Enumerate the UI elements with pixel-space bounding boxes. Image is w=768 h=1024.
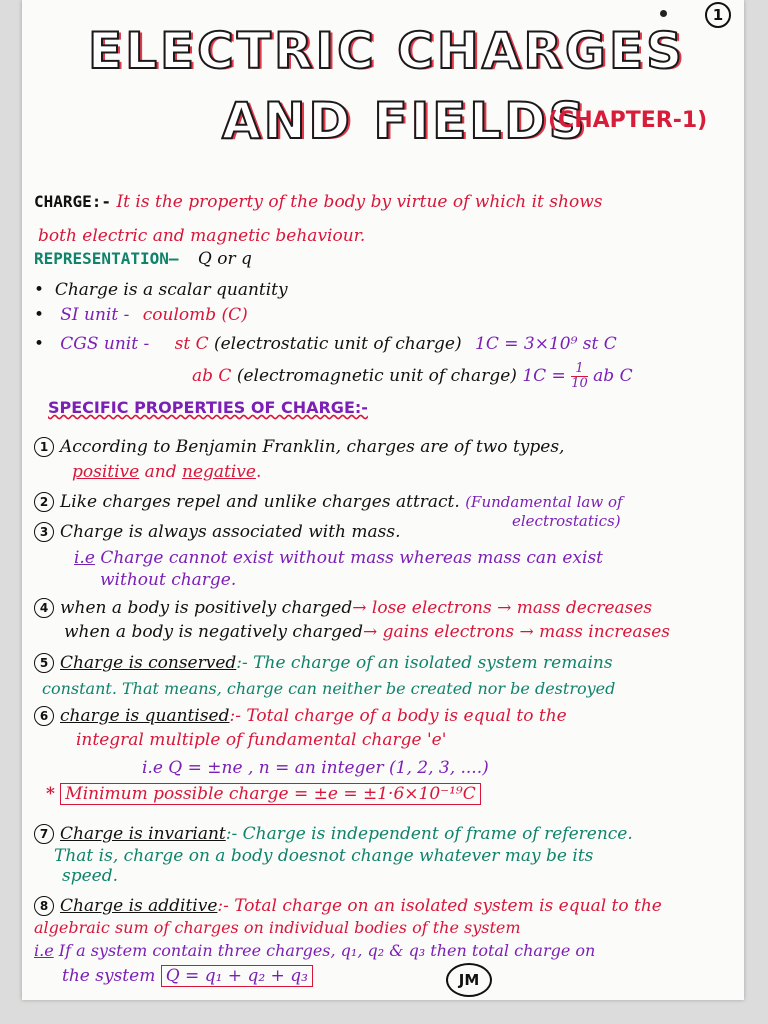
property-6-line2: integral multiple of fundamental charge 'e' xyxy=(76,730,447,750)
property-3-text: Charge is always associated with mass. xyxy=(60,522,401,542)
charge-label: CHARGE:- xyxy=(34,192,112,211)
fraction-denominator: 10 xyxy=(571,376,588,391)
quantised-label: charge is quantised xyxy=(60,706,230,726)
total-charge-box: Q = q₁ + q₂ + q₃ xyxy=(161,965,313,987)
cgs1-equation: 1C = 3×10⁹ st C xyxy=(475,334,617,354)
representation-value: Q or q xyxy=(197,249,252,269)
property-3-sub-line1 xyxy=(74,548,603,568)
property-3-sub-text1: Charge cannot exist without mass whereas mass can exist xyxy=(100,548,604,568)
property-1-text: According to Benjamin Franklin, charges are of two types, xyxy=(60,437,565,457)
ie-label: i.e xyxy=(34,941,54,960)
property-5-text1: :- The charge of an isolated system remains xyxy=(236,653,613,673)
ie-label: i.e xyxy=(74,548,95,568)
property-4-line2 xyxy=(64,622,670,642)
cgs2-line xyxy=(192,362,633,391)
additive-label: Charge is additive xyxy=(60,896,218,916)
charge-definition-line2: both electric and magnetic behaviour. xyxy=(38,226,366,246)
property-number: 8 xyxy=(34,896,54,916)
property-6-text1: :- Total charge of a body is equal to the xyxy=(229,706,567,726)
bullet-dot: • xyxy=(34,305,55,325)
charge-definition-text1: It is the property of the body by virtue of which it shows xyxy=(116,192,603,212)
positive-label: positive xyxy=(72,462,140,482)
property-number: 7 xyxy=(34,824,54,844)
negative-label: negative xyxy=(182,462,256,482)
property-number: 3 xyxy=(34,522,54,542)
and-label: and xyxy=(144,462,177,482)
si-label: SI unit - xyxy=(60,305,130,325)
title-line-1: ELECTRIC CHARGES xyxy=(88,22,686,80)
property-number: 5 xyxy=(34,653,54,673)
property-3-line xyxy=(34,522,401,542)
property-number: 4 xyxy=(34,598,54,618)
page-number: 1 xyxy=(705,2,731,28)
property-8-text1: :- Total charge on an isolated system is equal to the xyxy=(217,896,662,916)
author-signature: JM xyxy=(446,963,492,997)
property-3-sub-line2: without charge. xyxy=(100,570,237,590)
bullet-cgs-unit xyxy=(34,334,617,354)
property-6-equation: i.e Q = ±ne , n = an integer (1, 2, 3, ....) xyxy=(142,758,489,778)
property-8-line2: algebraic sum of charges on individual bodies of the system xyxy=(34,918,521,937)
property-5-line2: constant. That means, charge can neither be created nor be destroyed xyxy=(42,679,616,698)
property-1-line1 xyxy=(34,437,564,457)
property-8-text3: If a system contain three charges, q₁, q₂ & q₃ then total charge on xyxy=(58,941,596,960)
representation-label: REPRESENTATION— xyxy=(34,249,179,268)
property-8-line3 xyxy=(34,941,595,960)
property-7-line3: speed. xyxy=(62,866,119,886)
cgs1-desc: (electrostatic unit of charge) xyxy=(213,334,462,354)
bullet-si-unit xyxy=(34,305,248,325)
cgs2-fraction xyxy=(571,362,588,391)
property-4-text2: when a body is negatively charged xyxy=(64,622,363,642)
fraction-numerator: 1 xyxy=(571,362,588,377)
property-2-note: (Fundamental law of xyxy=(465,493,623,511)
property-number: 2 xyxy=(34,492,54,512)
cgs1-unit: st C xyxy=(174,334,209,354)
property-8-text4: the system xyxy=(62,966,156,986)
minimum-charge-box: Minimum possible charge = ±e = ±1·6×10⁻¹⁹C xyxy=(60,783,480,805)
invariant-label: Charge is invariant xyxy=(60,824,226,844)
property-2-line xyxy=(34,492,623,512)
bullet-dot: • xyxy=(34,280,55,300)
property-number: 6 xyxy=(34,706,54,726)
property-4-result2: → gains electrons → mass increases xyxy=(363,622,671,642)
charge-definition-line1 xyxy=(34,192,602,212)
property-number: 1 xyxy=(34,437,54,457)
bullet-dot: • xyxy=(34,334,55,354)
ink-dot xyxy=(660,10,667,17)
specific-properties-heading: SPECIFIC PROPERTIES OF CHARGE:- xyxy=(48,398,368,417)
property-4-result1: → lose electrons → mass decreases xyxy=(352,598,653,618)
property-8-line1 xyxy=(34,896,662,916)
property-1-line2: positive and negative. xyxy=(72,462,262,482)
cgs2-eq-right: ab C xyxy=(593,366,633,386)
title-line-2: AND FIELDS xyxy=(222,92,588,150)
bullet-scalar-text: Charge is a scalar quantity xyxy=(54,280,288,300)
representation-line xyxy=(34,249,252,269)
chapter-label: (CHAPTER-1) xyxy=(548,108,708,133)
bullet-scalar xyxy=(34,280,288,300)
property-2-text: Like charges repel and unlike charges attract. xyxy=(60,492,460,512)
property-7-line2: That is, charge on a body doesnot change whatever may be its xyxy=(54,846,594,866)
property-2-note-line2: electrostatics) xyxy=(512,512,621,530)
property-6-line1 xyxy=(34,706,567,726)
cgs-label: CGS unit - xyxy=(60,334,150,354)
property-5-line1 xyxy=(34,653,613,673)
property-7-text1: :- Charge is independent of frame of reference. xyxy=(225,824,633,844)
property-7-line1 xyxy=(34,824,633,844)
cgs2-desc: (electromagnetic unit of charge) xyxy=(236,366,517,386)
conserved-label: Charge is conserved xyxy=(60,653,237,673)
cgs2-eq-left: 1C = xyxy=(522,366,566,386)
property-4-text1: when a body is positively charged xyxy=(60,598,353,618)
property-6-boxed-line xyxy=(46,784,481,804)
cgs2-unit: ab C xyxy=(192,366,232,386)
property-4-line1 xyxy=(34,598,652,618)
star-icon: * xyxy=(46,784,55,804)
si-value: coulomb (C) xyxy=(142,305,248,325)
property-8-line4 xyxy=(62,966,313,986)
notebook-page xyxy=(22,0,744,1000)
